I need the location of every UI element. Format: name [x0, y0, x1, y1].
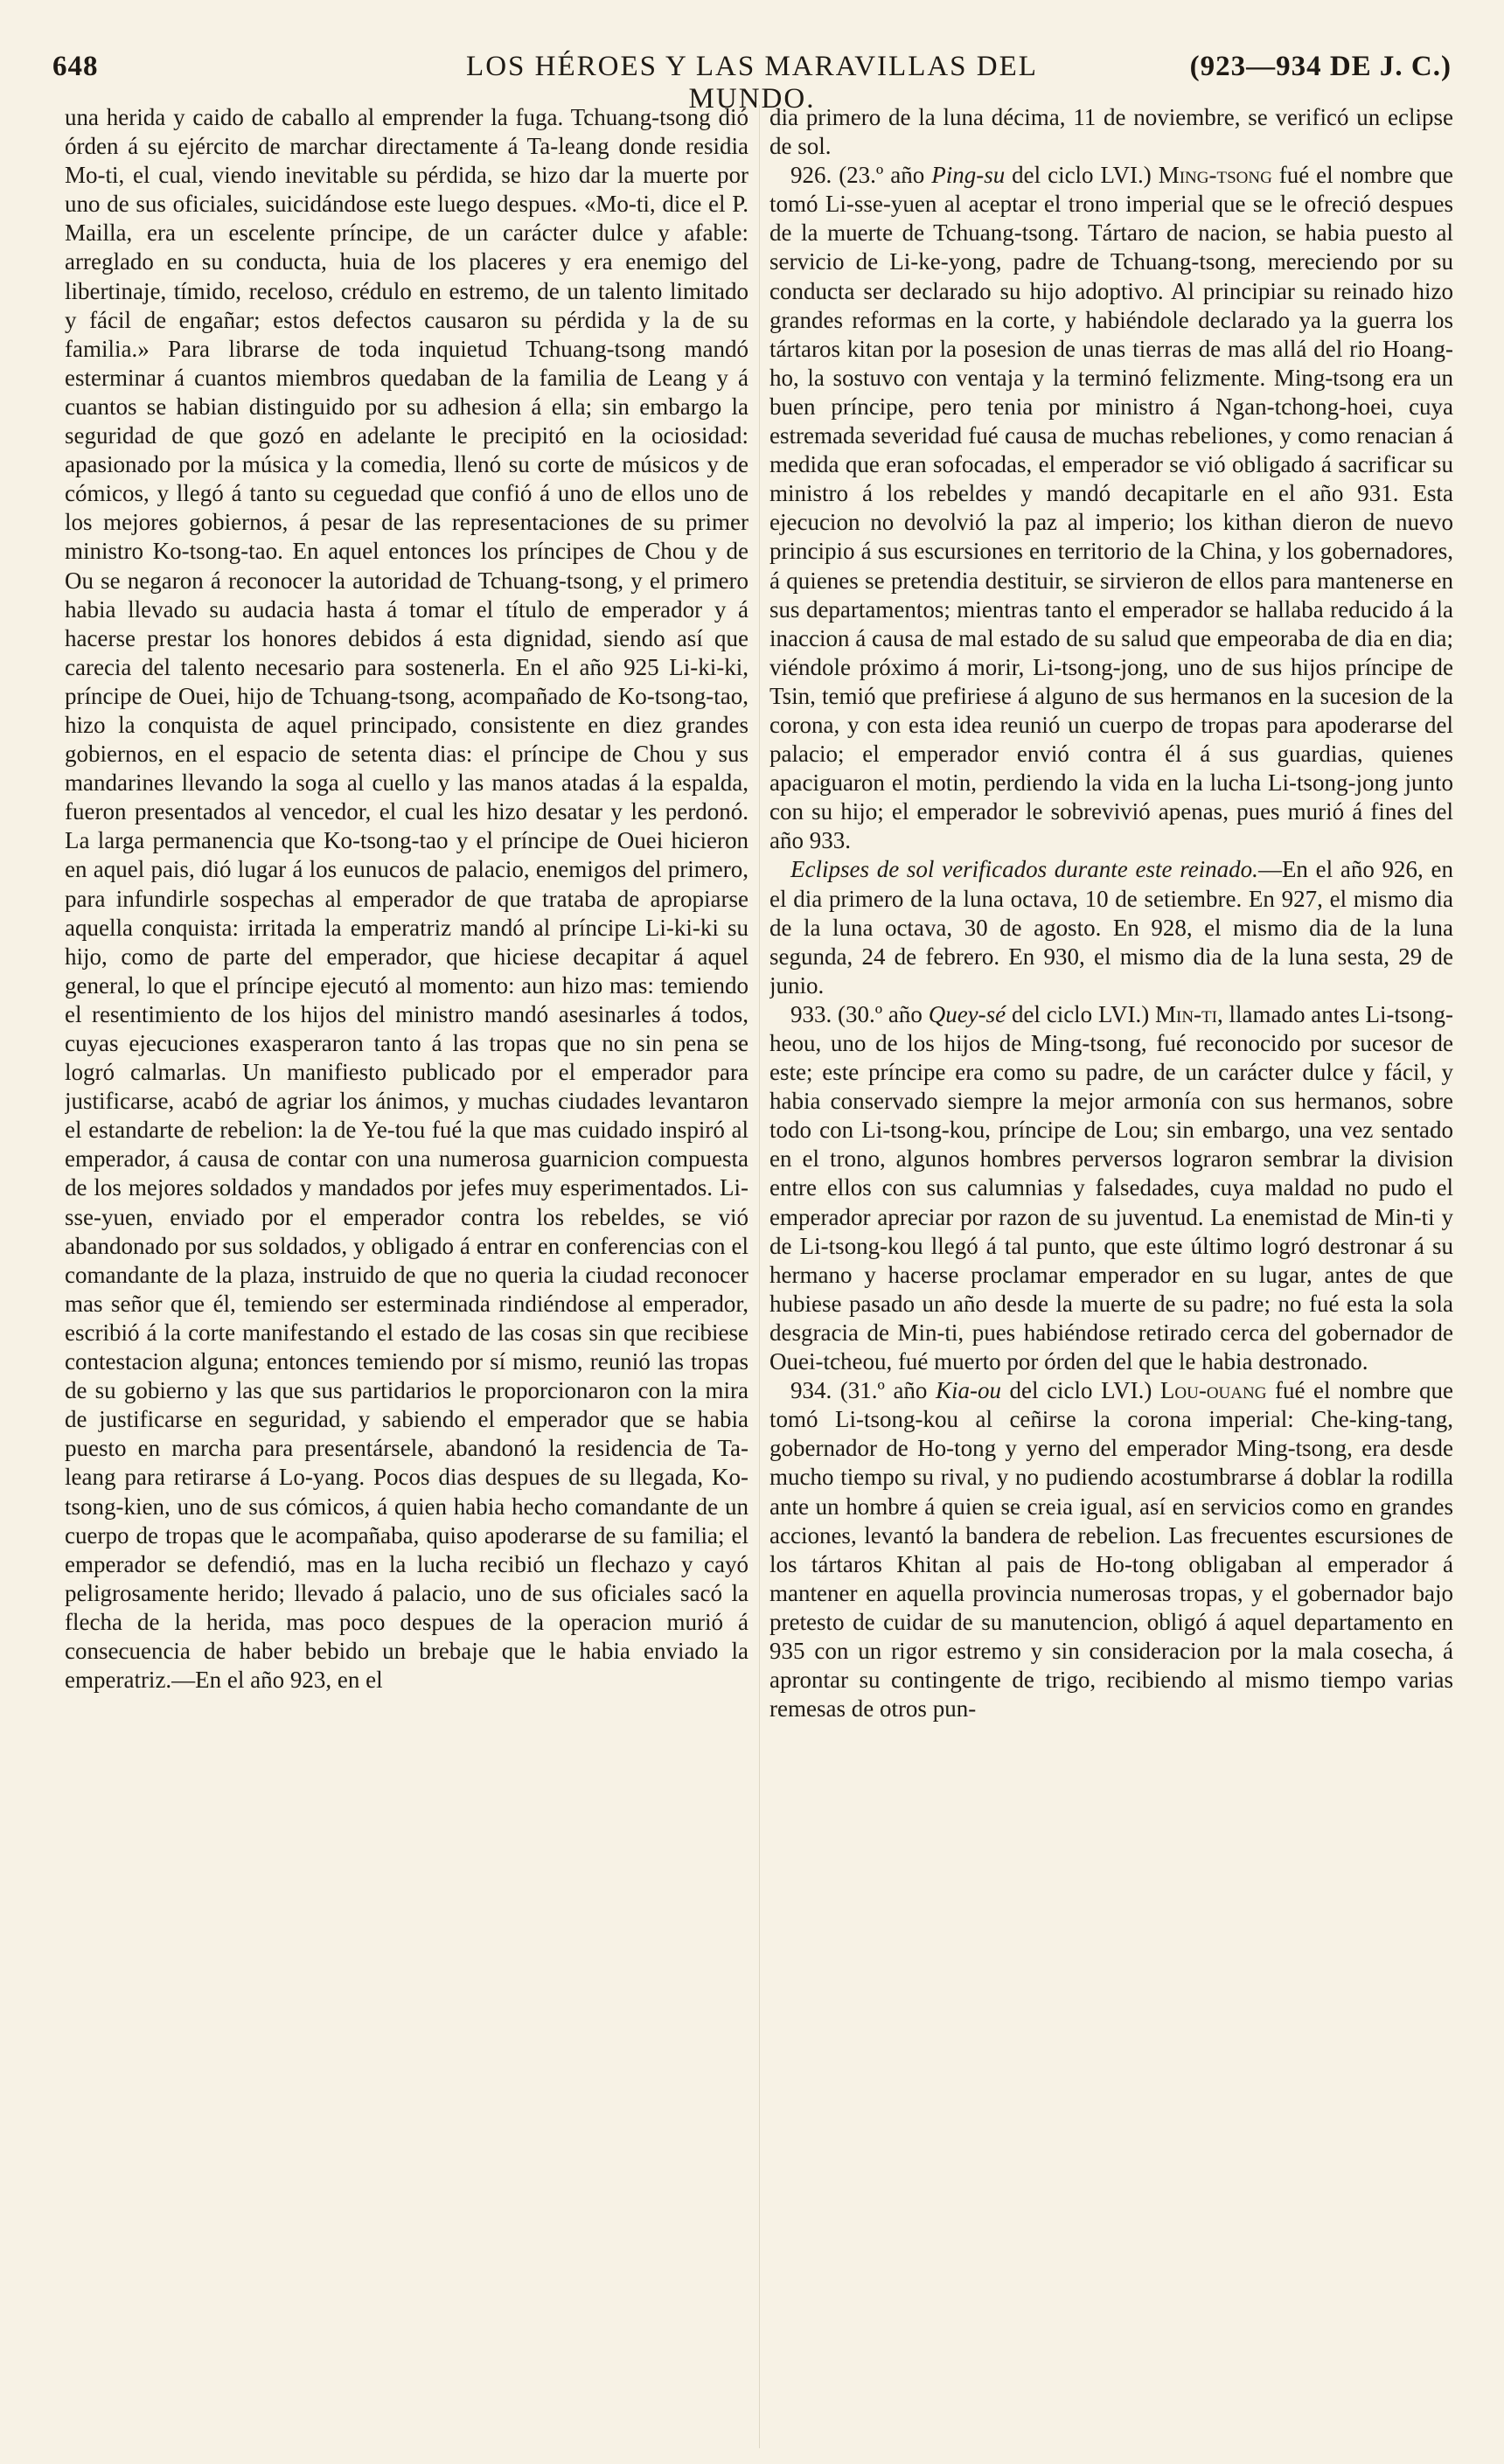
emperor-name: Lou-ouang [1159, 1377, 1267, 1404]
cycle-label: del ciclo LVI.) [1009, 1377, 1152, 1404]
paragraph: una herida y caido de caballo al emprender la fuga. Tchuang-tsong dió órden á su ejército de marchar directamente á Ta-leang donde residia Mo-ti, el cual, viendo inevitable su pérdida, se hizo dar la muerte por uno de sus oficiales, suicidándose este luego despues. «Mo-ti, dice el P. Mailla, era un escelente príncipe, de un carácter dulce y afable: arreglado en su conducta, huia de los placeres y era enemigo del libertinaje, tímido, receloso, crédulo en estremo, de un talento limitado y fácil de engañar; estos defectos causaron su pérdida y la de su familia.» Para librarse de toda inquietud Tchuang-tsong mandó esterminar á cuantos miembros quedaban de la familia de Leang y á cuantos se habian distinguido por su adhesion á ella; sin embargo la seguridad de que gozó en adelante le precipitó en la ociosidad: apasionado por la música y la comedia, llenó su corte de músicos y de cómicos, y llegó á tanto su ceguedad que confió á uno de ellos uno de los mejores gobiernos, á pesar de las representaciones de su primer ministro Ko-tsong-tao. En aquel entonces los príncipes de Chou y de Ou se negaron á reconocer la autoridad de Tchuang-tsong, y el primero habia llevado su audacia hasta á tomar el título de emperador y á hacerse prestar los honores debidos á esta dignidad, siendo así que carecia del talento necesario para sostenerla. En el año 925 Li-ki-ki, príncipe de Ouei, hijo de Tchuang-tsong, acompañado de Ko-tsong-tao, hizo la conquista de aquel principado, consistente en diez grandes gobiernos, en el espacio de setenta dias: el príncipe de Chou y sus mandarines llevando la soga al cuello y las manos atadas á la espalda, fueron presentados al vencedor, el cual les hizo desatar y les perdonó. La larga permanencia que Ko-tsong-tao y el príncipe de Ouei hicieron en aquel pais, dió lugar á los eunucos de palacio, enemigos del primero, para infundirle sospechas al emperador de que trataba de apropiarse aquella conquista: irritada la emperatriz mandó al príncipe Li-ki-ki su hijo, como de parte del emperador, que hiciese decapitar á aquel general, lo que el príncipe ejecutó al momento: aun hizo mas: temiendo el resentimiento de los hijos del ministro mandó asesinarles á todos, cuyas ejecuciones exasperaron tanto á las tropas que no sin pena se logró calmarlas. Un manifiesto publicado por el emperador para justificarse, acabó de agriar los ánimos, y muchas ciudades levantaron el estandarte de rebelion: la de Ye-tou fué la que mas cuidado inspiró al emperador, á causa de contar con una numerosa guarnicion compuesta de los mejores soldados y mandados por jefes muy esperimentados. Li-sse-yuen, enviado por el emperador contra los rebeldes, se vió abandonado por sus soldados, y obligado á entrar en conferencias con el comandante de la plaza, instruido de que no queria la ciudad reconocer mas señor que él, temiendo ser esterminada rindiéndose al emperador, escribió á la corte manifestando el estado de las cosas sin que recibiese contestacion alguna; entonces temiendo por sí mismo, reunió las tropas de su gobierno y las que sus partidarios le proporcionaron con la mira de justificarse en seguridad, y sabiendo el emperador que se habia puesto en marcha para presentársele, abandonó la residencia de Ta-leang para retirarse á Lo-yang. Pocos dias despues de su llegada, Ko-tsong-kien, uno de sus cómicos, á quien habia hecho comandante de un cuerpo de tropas que le acompañaba, quiso apoderarse de su familia; el emperador se defendió, mas en la lucha recibió un flechazo y cayó peligrosamente herido; llevado á palacio, uno de sus oficiales sacó la flecha de la herida, mas poco despues de la operacion murió á consecuencia de haber bebido un brebaje que le habia enviado la emperatriz.—En el año 923, en el [65, 104, 749, 1694]
cycle-label: del ciclo LVI.) [1012, 162, 1152, 189]
paragraph: dia primero de la luna décima, 11 de noviembre, se verificó un eclipse de sol. [769, 104, 1453, 160]
cycle-label: del ciclo LVI.) [1011, 1000, 1150, 1027]
entry-text: —En el año 926, en el dia primero de la luna octava, 10 de setiembre. En 927, el mismo dia de la luna octava, 30 de agosto. En 928, el mismo dia de la luna segunda, 24 de febrero. En 930, el mismo dia de la luna sesta, 29 de junio. [769, 856, 1453, 999]
cycle-name: Kia-ou [935, 1377, 1001, 1404]
entry-934 [769, 1376, 1453, 1723]
right-column [769, 103, 1453, 2455]
eclipse-paragraph [769, 855, 1453, 999]
entry-lead: 934. (31.º año [790, 1377, 928, 1404]
column-divider [759, 105, 760, 2448]
left-column [65, 103, 749, 2455]
entry-lead: 933. (30.º año [790, 1000, 923, 1027]
running-title: LOS HÉROES Y LAS MARAVILLAS DEL MUNDO. [466, 51, 1038, 115]
emperor-name: Min-ti, [1154, 1000, 1223, 1027]
date-range: (923—934 DE J. C.) [1189, 51, 1452, 82]
entry-text: llamado antes Li-tsong-heou, uno de los hijos de Ming-tsong, fué reconocido por sucesor de este; este príncipe era como su padre, de un carácter dulce y fácil, y habia conservado siempre la mejor armonía con sus hermanos, sobre todo con Li-tsong-kou, príncipe de Lou; sin embargo, una vez sentado en el trono, algunos hombres perversos lograron sembrar la division entre ellos con sus calumnias y falsedades, cuya maldad no pudo el emperador apreciar por razon de su juventud. La enemistad de Min-ti y de Li-tsong-kou llegó á tal punto, que este último logró destronar á su hermano y hacerse proclamar emperador en su lugar, antes de que hubiese pasado un año desde la muerte de su padre; no fué esta la sola desgracia de Min-ti, pues habiéndose retirado cerca del gobernador de Ouei-tcheou, fué muerto por órden del que le habia destronado. [769, 1000, 1453, 1375]
entry-text: fué el nombre que tomó Li-sse-yuen al aceptar el trono imperial que se le ofreció despues de la muerte de Tchuang-tsong. Tártaro de nacion, se habia puesto al servicio de Li-ke-yong, padre de Tchuang-tsong, mereciendo por su conducta ser declarado su hijo adoptivo. Al principiar su reinado hizo grandes reformas en la corte, y habiéndole declarado ya la guerra los tártaros kitan por la posesion de unas tierras de mas allá del rio Hoang-ho, la sostuvo con ventaja y la terminó felizmente. Ming-tsong era un buen príncipe, pero tenia por ministro á Ngan-tchong-hoei, cuya estremada severidad fué causa de muchas rebeliones, y como renacian á medida que eran sofocadas, el emperador se vió obligado á sacrificar su ministro á los rebeldes y mandó decapitarle en el año 931. Esta ejecucion no devolvió la paz al imperio; los kithan dieron de nuevo principio á sus escursiones en territorio de la China, y los gobernadores, á quienes se pretendia destituir, se sirvieron de ellos para mantenerse en sus departamentos; mientras tanto el emperador se hallaba reducido á la inaccion á causa de mal estado de su salud que empeoraba de dia en dia; viéndole próximo á morir, Li-tsong-jong, uno de sus hijos príncipe de Tsin, temió que prefiriese á alguno de sus hermanos en la sucesion de la corona, y con esta idea reunió un cuerpo de tropas para apoderarse del palacio; el emperador envió contra él á sus guardias, quienes apaciguaron el motin, perdiendo la vida en la lucha Li-tsong-jong junto con su hijo; el emperador le sobrevivió apenas, pues murió á fines del año 933. [769, 162, 1453, 854]
section-heading: Eclipses de sol verificados durante este reinado. [790, 856, 1258, 883]
entry-933 [769, 1000, 1453, 1376]
cycle-name: Ping-su [931, 162, 1006, 189]
emperor-name: Ming-tsong [1158, 162, 1272, 189]
entry-text: fué el nombre que tomó Li-tsong-kou al ceñirse la corona imperial: Che-king-tang, gobernador de Ho-tong y yerno del emperador Ming-tsong, era desde mucho tiempo su rival, y no pudiendo acostumbrarse á doblar la rodilla ante un hombre á quien se creia igual, así en servicios como en grandes acciones, levantó la bandera de rebelion. Las frecuentes escursiones de los tártaros Khitan al pais de Ho-tong obligaban al emperador á mantener en aquella provincia numerosas tropas, y el gobernador bajo pretesto de cuidar de su manutencion, obligó á aquel departamento en 935 con un rigor estremo y sin consideracion por la mala cosecha, á aprontar su contingente de trigo, recibiendo al mismo tiempo varias remesas de otros pun- [769, 1377, 1453, 1723]
page-header [52, 51, 1452, 115]
entry-926 [769, 161, 1453, 855]
cycle-name: Quey-sé [928, 1000, 1006, 1027]
page-number: 648 [52, 51, 99, 82]
entry-lead: 926. (23.º año [790, 162, 925, 189]
